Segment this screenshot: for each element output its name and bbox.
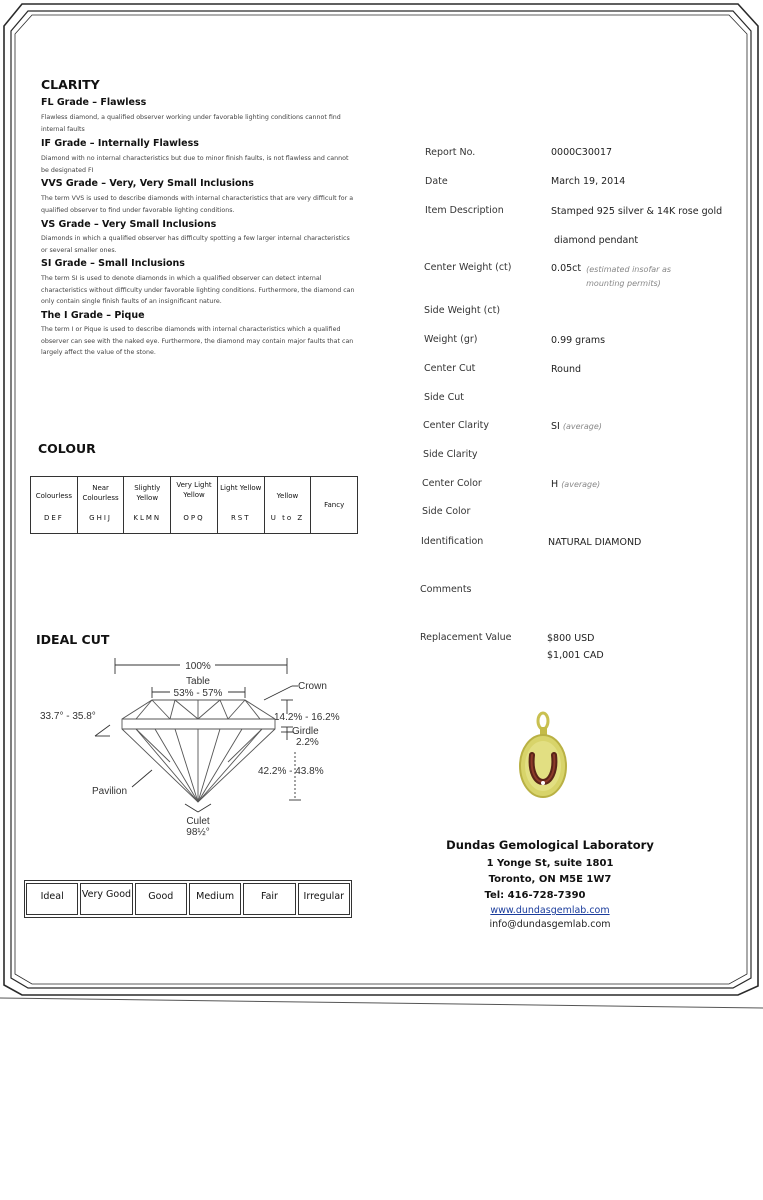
colour-name: Colourless (35, 492, 72, 500)
colour-name: Yellow (276, 492, 299, 500)
colour-grades: KLMN (133, 514, 162, 522)
diamond-outline (122, 700, 275, 802)
grade-title-vvs: VVS Grade – Very, Very Small Inclusions (41, 178, 254, 189)
colour-cell-colourless (31, 477, 78, 533)
center-clarity-note: (average) (562, 422, 602, 431)
ideal-cut-heading: IDEAL CUT (36, 632, 110, 647)
label-center-weight: Center Weight (ct) (424, 262, 512, 273)
cut-grade-cell: Fair (243, 883, 295, 915)
clarity-heading: CLARITY (41, 77, 100, 92)
colour-cell-yellow (265, 477, 312, 533)
value-center-color (551, 479, 600, 490)
cut-grade-table (24, 880, 352, 918)
colour-name: Slightly Yellow (134, 484, 161, 502)
grade-desc-fl: Flawless diamond, a qualified observer working under favorable lighting conditions cannot find internal faults (41, 114, 341, 133)
value-identification: NATURAL DIAMOND (548, 537, 642, 548)
colour-grades: U to Z (270, 514, 305, 522)
grade-desc-i: The term I or Pique is used to describe diamonds with internal characteristics which a qualified observer can see with the naked eye. Furthermore, the diamond may contain major faults that can largely affect the value of the stone. (41, 326, 354, 356)
culet-label: Culet (186, 816, 210, 827)
colour-cell-slightly-yellow (124, 477, 171, 533)
pavilion-label: Pavilion (92, 786, 128, 797)
value-item-description: Stamped 925 silver & 14K rose gold (551, 206, 723, 217)
table-range: 53% - 57% (173, 688, 223, 699)
girdle-value: 2.2% (296, 737, 319, 748)
colour-cell-very-light-yellow (171, 477, 218, 533)
diamond-proportions-diagram (30, 652, 370, 842)
lab-info (430, 838, 670, 930)
label-date: Date (425, 176, 448, 187)
colour-name: Light Yellow (220, 484, 262, 492)
grade-title-i: The I Grade – Pique (41, 310, 145, 321)
table-label: Table (186, 676, 210, 687)
grade-title-si: SI Grade – Small Inclusions (41, 258, 185, 269)
value-weight-gr: 0.99 grams (551, 335, 606, 346)
center-weight-value: 0.05ct (551, 263, 582, 274)
colour-name: Very Light Yellow (176, 481, 212, 499)
lab-address-1: 1 Yonge St, suite 1801 (486, 858, 614, 869)
cut-grade-cell: Very Good (80, 883, 132, 915)
label-side-cut: Side Cut (424, 392, 464, 403)
label-side-clarity: Side Clarity (423, 449, 478, 460)
label-item-description: Item Description (425, 205, 504, 216)
value-center-weight (551, 263, 706, 291)
colour-cell-light-yellow (218, 477, 265, 533)
value-replacement-usd: $800 USD (547, 633, 595, 644)
colour-cell-fancy (311, 477, 357, 533)
culet-value: 98½° (186, 827, 210, 838)
pavilion-depth: 42.2% - 43.8% (258, 766, 324, 777)
grade-desc-si: The term SI is used to denote diamonds in which a qualified observer can detect internal characteristics without difficulty under favorable lighting conditions. Furthermore, the diamond can only contain single finish faults of an insignificant nature. (41, 275, 355, 305)
crown-angle: 33.7° - 35.8° (40, 711, 96, 722)
crown-label: Crown (298, 681, 327, 692)
grade-title-vs: VS Grade – Very Small Inclusions (41, 219, 217, 230)
cut-grade-cell: Good (135, 883, 187, 915)
label-center-cut: Center Cut (424, 363, 476, 374)
label-replacement-value: Replacement Value (420, 632, 512, 643)
value-replacement-cad: $1,001 CAD (547, 650, 604, 661)
colour-grades: GHIJ (89, 514, 112, 522)
label-side-color: Side Color (422, 506, 471, 517)
center-weight-note: (estimated insofar as mounting permits) (586, 265, 672, 288)
center-color-note: (average) (561, 480, 601, 489)
label-identification: Identification (421, 536, 484, 547)
lab-address-2: Toronto, ON M5E 1W7 (488, 874, 612, 885)
colour-heading: COLOUR (38, 441, 96, 456)
colour-cell-near-colourless (78, 477, 125, 533)
colour-grades: RST (230, 514, 251, 522)
center-color-value: H (551, 479, 559, 490)
lab-email: info@dundasgemlab.com (489, 919, 611, 930)
label-report-no: Report No. (425, 147, 476, 158)
colour-name: Near Colourless (82, 484, 119, 502)
lab-website-link[interactable]: www.dundasgemlab.com (490, 905, 610, 916)
label-comments: Comments (420, 584, 472, 595)
grade-desc-if: Diamond with no internal characteristics but due to minor finish faults, is not flawless and cannot be designated FI (41, 155, 349, 174)
label-side-weight: Side Weight (ct) (424, 305, 501, 316)
colour-grades: OPQ (183, 514, 205, 522)
grade-desc-vs: Diamonds in which a qualified observer has difficulty spotting a few larger internal characteristics or several smaller ones. (41, 235, 350, 254)
cut-grade-cell: Medium (189, 883, 241, 915)
value-date: March 19, 2014 (551, 176, 626, 187)
colour-name: Fancy (324, 501, 345, 509)
label-center-clarity: Center Clarity (423, 420, 489, 431)
center-clarity-value: SI (551, 421, 560, 432)
cut-grade-cell: Ideal (26, 883, 78, 915)
colour-grades: DEF (43, 514, 64, 522)
grade-desc-vvs: The term VVS is used to describe diamonds with internal characteristics that are very difficult for a qualified observer to find under favorable lighting conditions. (41, 195, 354, 214)
crown-height: 14.2% - 16.2% (274, 712, 340, 723)
girdle-label: Girdle (292, 726, 319, 737)
grade-title-if: IF Grade – Internally Flawless (41, 138, 199, 149)
value-center-clarity (551, 421, 602, 432)
grade-title-fl: FL Grade – Flawless (41, 97, 147, 108)
cut-grade-cell: Irregular (298, 883, 350, 915)
value-report-no: 0000C30017 (551, 147, 613, 158)
width-label: 100% (185, 661, 211, 672)
pendant-photo (512, 710, 576, 802)
label-weight-gr: Weight (gr) (424, 334, 478, 345)
lab-tel: Tel: 416-728-7390 (484, 890, 586, 901)
value-item-description-2: diamond pendant (554, 235, 639, 246)
label-center-color: Center Color (422, 478, 482, 489)
lab-name: Dundas Gemological Laboratory (446, 838, 654, 852)
colour-scale-table (30, 476, 358, 534)
value-center-cut: Round (551, 364, 582, 375)
